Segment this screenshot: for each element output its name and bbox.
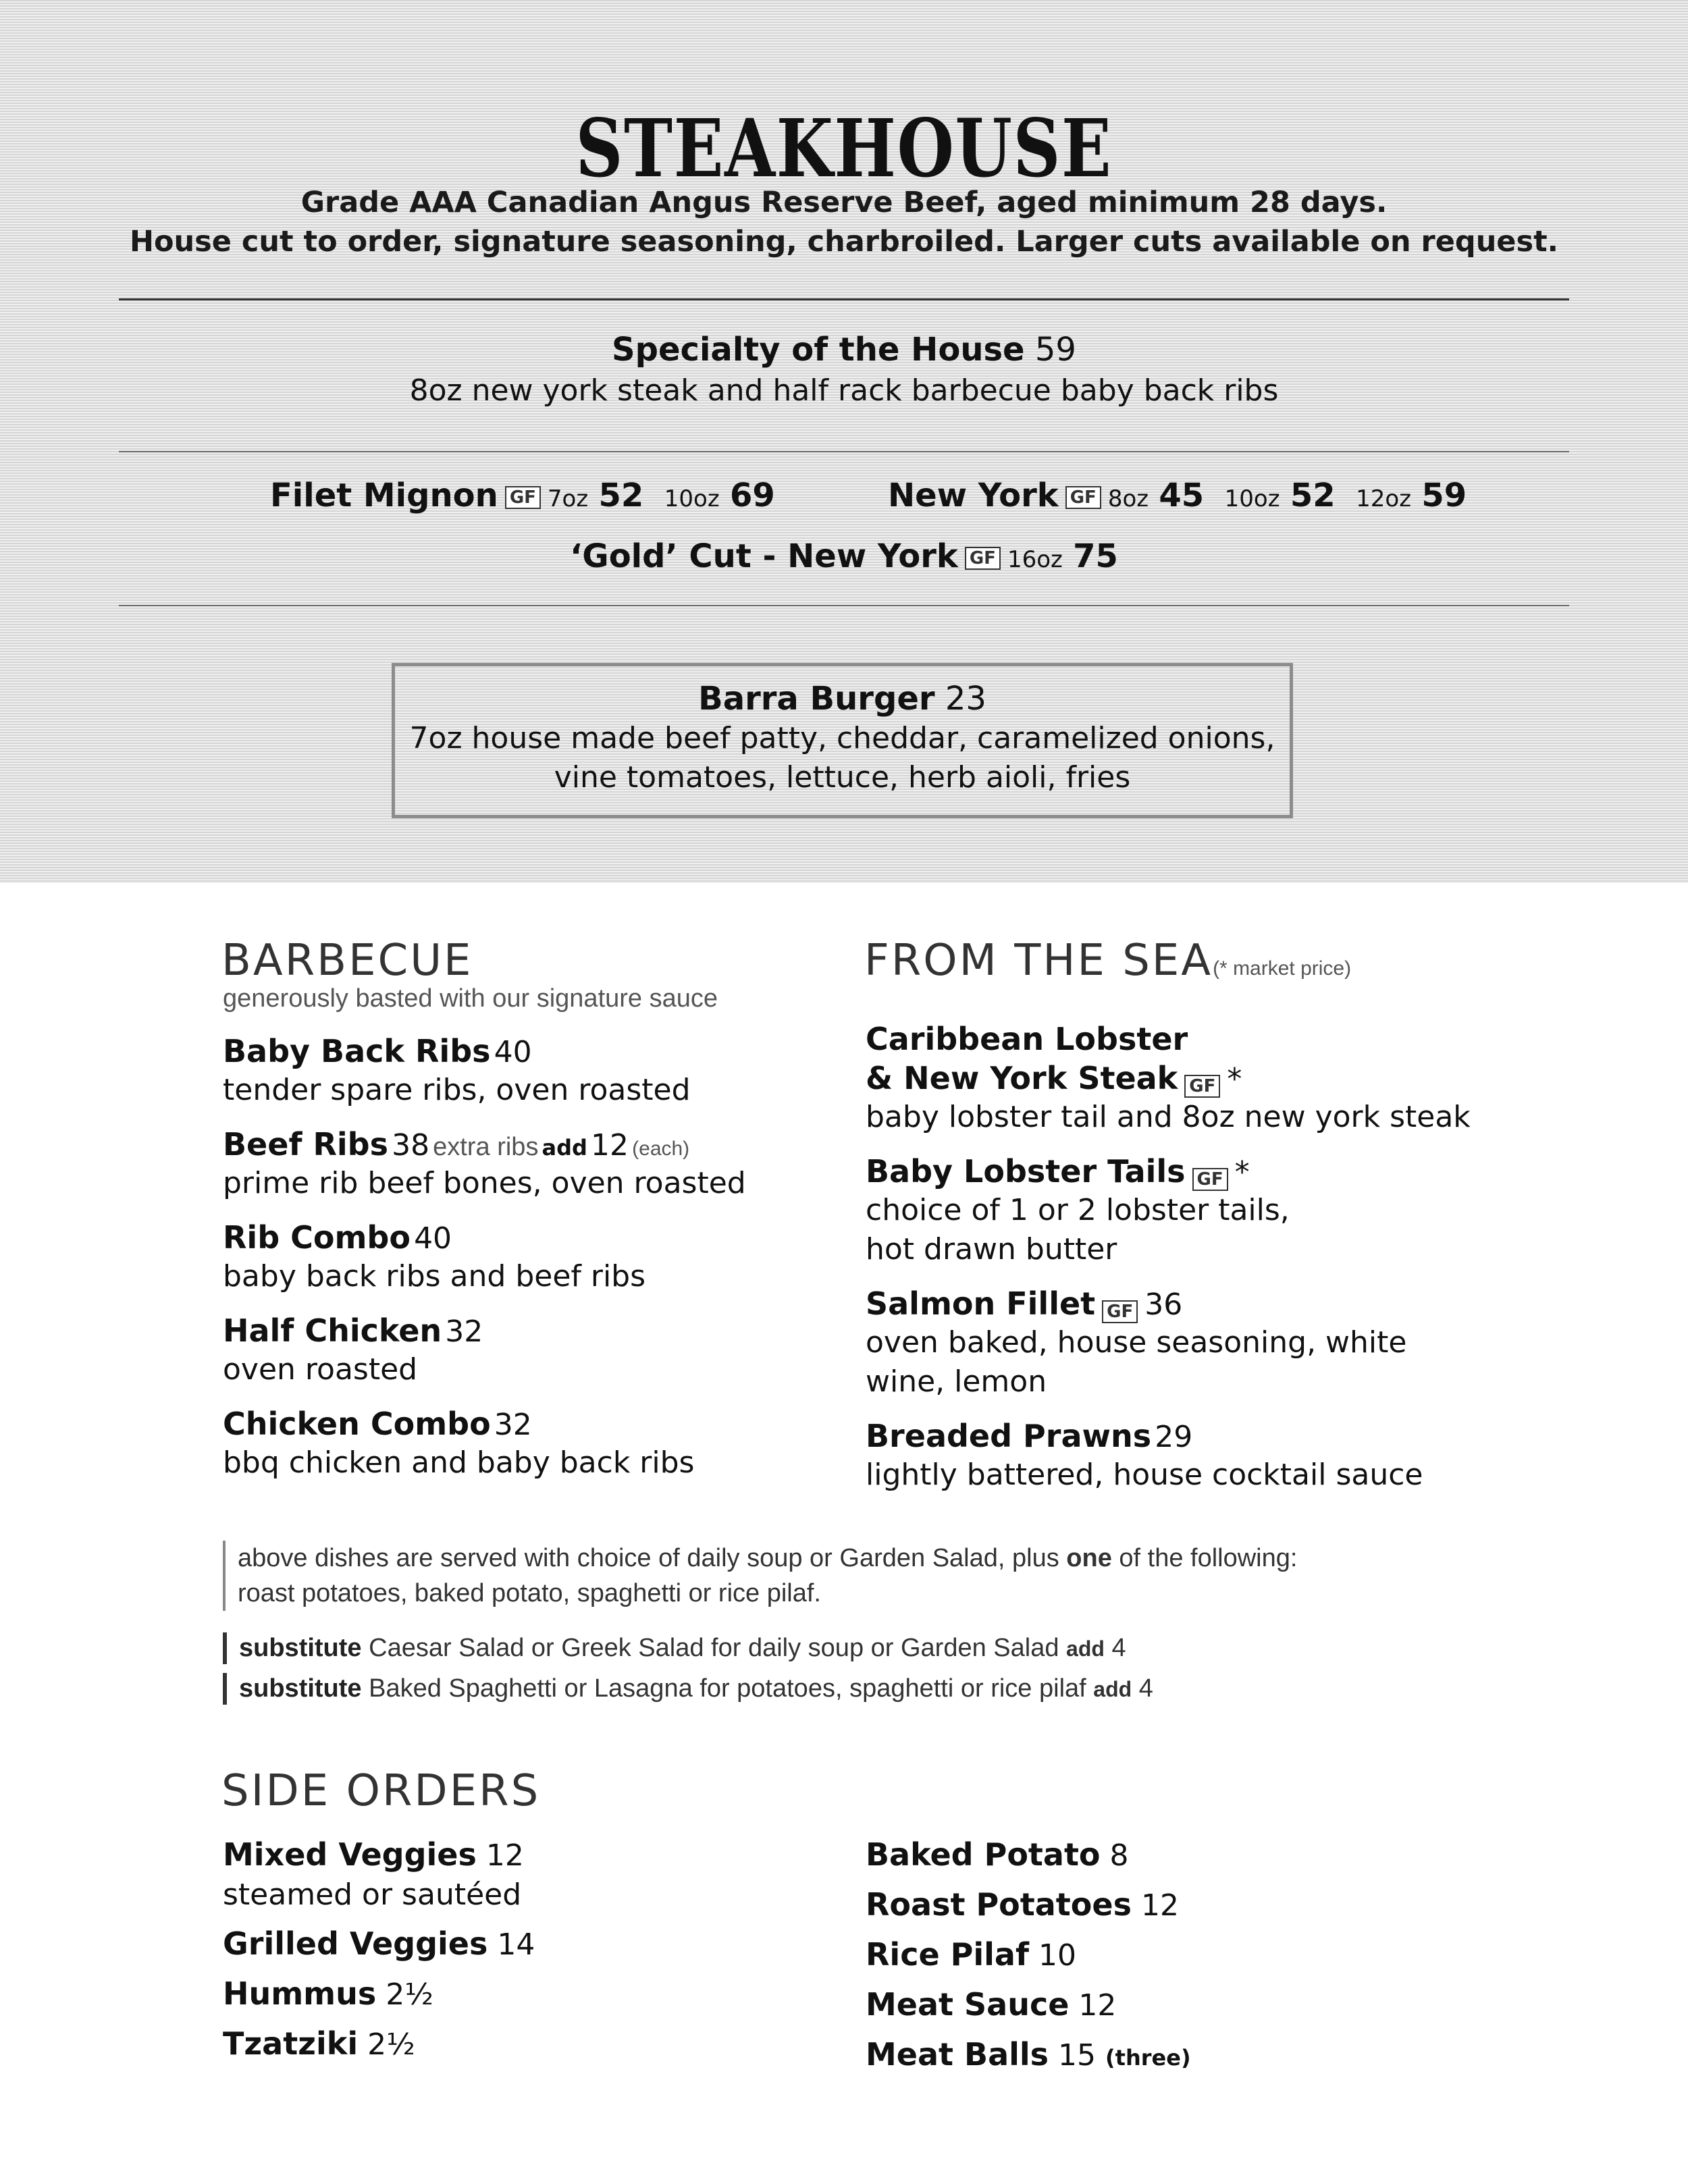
item-name: Baby Lobster Tails bbox=[866, 1153, 1186, 1190]
size-label: 10oz bbox=[664, 485, 720, 512]
item-price: 10 bbox=[1038, 1938, 1076, 1973]
item-price: 38 bbox=[392, 1128, 430, 1163]
sea-title-text: FROM THE SEA bbox=[864, 936, 1213, 986]
list-item bbox=[866, 1019, 1541, 1137]
item-desc: baby back ribs and beef ribs bbox=[223, 1259, 646, 1294]
add-label: add bbox=[542, 1135, 587, 1161]
list-item bbox=[866, 1284, 1541, 1402]
extra-label: extra ribs bbox=[433, 1133, 539, 1161]
item-name: Breaded Prawns bbox=[866, 1418, 1152, 1454]
add-label: add bbox=[1093, 1677, 1132, 1701]
specialty-desc: 8oz new york steak and half rack barbecue baby back ribs bbox=[409, 373, 1279, 408]
item-name: Grilled Veggies bbox=[223, 1925, 488, 1962]
burger-desc-1: 7oz house made beef patty, cheddar, caramelized onions, bbox=[409, 721, 1275, 755]
note-text: Caesar Salad or Greek Salad for daily soup or Garden Salad bbox=[369, 1634, 1059, 1662]
list-item bbox=[866, 1152, 1541, 1269]
substitute-label: substitute bbox=[239, 1674, 362, 1703]
item-price: 12 bbox=[1140, 1888, 1179, 1923]
item-price: 52 bbox=[598, 477, 644, 514]
item-name: Filet Mignon bbox=[270, 477, 498, 514]
item-desc: choice of 1 or 2 lobster tails, bbox=[866, 1193, 1290, 1227]
market-price-note: (* market price) bbox=[1213, 957, 1352, 980]
served-with-note bbox=[223, 1541, 1297, 1611]
add-price: 4 bbox=[1111, 1634, 1126, 1662]
burger-name: Barra Burger bbox=[698, 680, 935, 718]
item-price: 29 bbox=[1155, 1420, 1193, 1454]
header-line-2: House cut to order, signature seasoning, charbroiled. Larger cuts available on request. bbox=[130, 225, 1558, 259]
item-price: 45 bbox=[1159, 477, 1205, 514]
list-item bbox=[223, 1125, 830, 1203]
add-label: add bbox=[1066, 1636, 1105, 1661]
item-name: Mixed Veggies bbox=[223, 1836, 477, 1873]
item-price: 2½ bbox=[386, 1977, 433, 2012]
list-item bbox=[866, 2035, 1191, 2077]
list-item bbox=[866, 1885, 1191, 1925]
item-name: Meat Balls bbox=[866, 2036, 1049, 2073]
header-line-1: Grade AAA Canadian Angus Reserve Beef, aged minimum 28 days. bbox=[300, 186, 1388, 219]
steak-filet-mignon bbox=[270, 474, 775, 521]
item-name: New York bbox=[888, 477, 1059, 514]
burger-box bbox=[392, 663, 1293, 818]
gluten-free-icon: GF bbox=[1192, 1168, 1228, 1191]
barbecue-list bbox=[223, 1032, 830, 1497]
item-desc: oven roasted bbox=[223, 1352, 418, 1387]
item-name: Hummus bbox=[223, 1975, 377, 2012]
section-title-sea bbox=[864, 937, 1351, 992]
divider bbox=[119, 605, 1569, 606]
list-item bbox=[866, 1935, 1191, 1975]
steak-gold-cut bbox=[0, 535, 1688, 581]
note-text: above dishes are served with choice of daily soup or Garden Salad, plus bbox=[238, 1544, 1067, 1572]
note-text: of the following: bbox=[1111, 1544, 1298, 1572]
divider bbox=[119, 298, 1569, 300]
item-price: 36 bbox=[1144, 1287, 1183, 1322]
specialty-name: Specialty of the House bbox=[612, 331, 1025, 369]
item-desc: wine, lemon bbox=[866, 1364, 1047, 1399]
item-price: 32 bbox=[494, 1408, 532, 1442]
item-price: 75 bbox=[1073, 537, 1118, 575]
sides-left-list bbox=[223, 1835, 535, 2065]
burger-price: 23 bbox=[945, 680, 986, 718]
item-price: 40 bbox=[494, 1035, 532, 1069]
item-name: Rice Pilaf bbox=[866, 1936, 1029, 1973]
list-item bbox=[223, 2024, 535, 2065]
note-text: Baked Spaghetti or Lasagna for potatoes, spaghetti or rice pilaf bbox=[369, 1674, 1086, 1703]
list-item bbox=[223, 1311, 830, 1389]
item-name: Chicken Combo bbox=[223, 1406, 491, 1442]
item-name: Caribbean Lobster bbox=[866, 1021, 1188, 1057]
list-item bbox=[223, 1032, 830, 1110]
market-price-mark: * bbox=[1227, 1062, 1242, 1096]
item-desc: tender spare ribs, oven roasted bbox=[223, 1073, 691, 1107]
sides-right-list bbox=[866, 1835, 1191, 2077]
item-name: Beef Ribs bbox=[223, 1126, 388, 1163]
item-name: Roast Potatoes bbox=[866, 1886, 1132, 1923]
list-item bbox=[223, 1404, 830, 1483]
item-price: 40 bbox=[414, 1221, 452, 1256]
item-desc: oven baked, house seasoning, white bbox=[866, 1325, 1407, 1360]
burger-desc-2: vine tomatoes, lettuce, herb aioli, fries bbox=[554, 760, 1131, 795]
specialty-item bbox=[0, 329, 1688, 370]
item-name: & New York Steak bbox=[866, 1060, 1178, 1096]
item-price: 12 bbox=[485, 1838, 524, 1873]
gluten-free-icon: GF bbox=[1184, 1075, 1220, 1098]
gluten-free-icon: GF bbox=[1065, 486, 1101, 509]
specialty-price: 59 bbox=[1034, 331, 1076, 369]
item-name: Meat Sauce bbox=[866, 1986, 1070, 2023]
substitute-note-2 bbox=[223, 1673, 1153, 1705]
item-desc: prime rib beef bones, oven roasted bbox=[223, 1166, 746, 1200]
item-desc: bbq chicken and baby back ribs bbox=[223, 1445, 695, 1480]
item-name: Rib Combo bbox=[223, 1219, 411, 1256]
size-label: 16oz bbox=[1007, 546, 1063, 573]
item-name: Half Chicken bbox=[223, 1312, 442, 1349]
barbecue-subtitle: generously basted with our signature sauce bbox=[223, 984, 718, 1013]
section-title-sides: SIDE ORDERS bbox=[221, 1766, 541, 1816]
gluten-free-icon: GF bbox=[965, 547, 1001, 570]
list-item bbox=[223, 1924, 535, 1965]
item-desc: steamed or sautéed bbox=[223, 1877, 522, 1912]
add-price: 4 bbox=[1138, 1674, 1153, 1703]
steak-new-york bbox=[888, 474, 1467, 521]
each-label: (each) bbox=[632, 1138, 690, 1160]
item-note: (three) bbox=[1105, 2045, 1191, 2071]
extra-price: 12 bbox=[591, 1128, 629, 1163]
list-item bbox=[866, 1835, 1191, 1875]
page-title: STEAKHOUSE bbox=[575, 101, 1113, 195]
size-label: 7oz bbox=[547, 485, 589, 512]
item-name: Salmon Fillet bbox=[866, 1285, 1096, 1322]
list-item bbox=[223, 1218, 830, 1296]
divider bbox=[119, 451, 1569, 452]
list-item bbox=[223, 1974, 535, 2015]
list-item bbox=[866, 1985, 1191, 2025]
item-price: 8 bbox=[1109, 1838, 1129, 1873]
gluten-free-icon: GF bbox=[505, 486, 541, 509]
list-item bbox=[866, 1416, 1541, 1495]
item-price: 2½ bbox=[367, 2027, 415, 2062]
item-name: Baked Potato bbox=[866, 1836, 1101, 1873]
item-price: 59 bbox=[1421, 477, 1467, 514]
item-desc: lightly battered, house cocktail sauce bbox=[866, 1458, 1423, 1492]
item-price: 32 bbox=[445, 1314, 483, 1349]
section-title-barbecue: BARBECUE bbox=[221, 936, 473, 986]
note-emphasis: one bbox=[1066, 1544, 1112, 1572]
item-price: 52 bbox=[1290, 477, 1336, 514]
market-price-mark: * bbox=[1234, 1155, 1250, 1190]
item-name: Baby Back Ribs bbox=[223, 1033, 491, 1069]
item-name: Tzatziki bbox=[223, 2025, 359, 2062]
item-desc: baby lobster tail and 8oz new york steak bbox=[866, 1100, 1471, 1134]
substitute-note-1 bbox=[223, 1632, 1126, 1664]
item-price: 69 bbox=[729, 477, 775, 514]
gluten-free-icon: GF bbox=[1102, 1300, 1138, 1323]
item-desc: hot drawn butter bbox=[866, 1232, 1117, 1267]
size-label: 8oz bbox=[1107, 485, 1149, 512]
substitute-label: substitute bbox=[239, 1634, 362, 1662]
note-text: roast potatoes, baked potato, spaghetti or rice pilaf. bbox=[238, 1579, 821, 1607]
size-label: 10oz bbox=[1224, 485, 1280, 512]
item-price: 14 bbox=[497, 1927, 535, 1962]
size-label: 12oz bbox=[1356, 485, 1412, 512]
item-price: 12 bbox=[1078, 1988, 1117, 2023]
item-price: 15 bbox=[1058, 2038, 1097, 2073]
item-name: ‘Gold’ Cut - New York bbox=[570, 537, 958, 575]
list-item bbox=[223, 1835, 535, 1915]
sea-list bbox=[866, 1019, 1541, 1510]
